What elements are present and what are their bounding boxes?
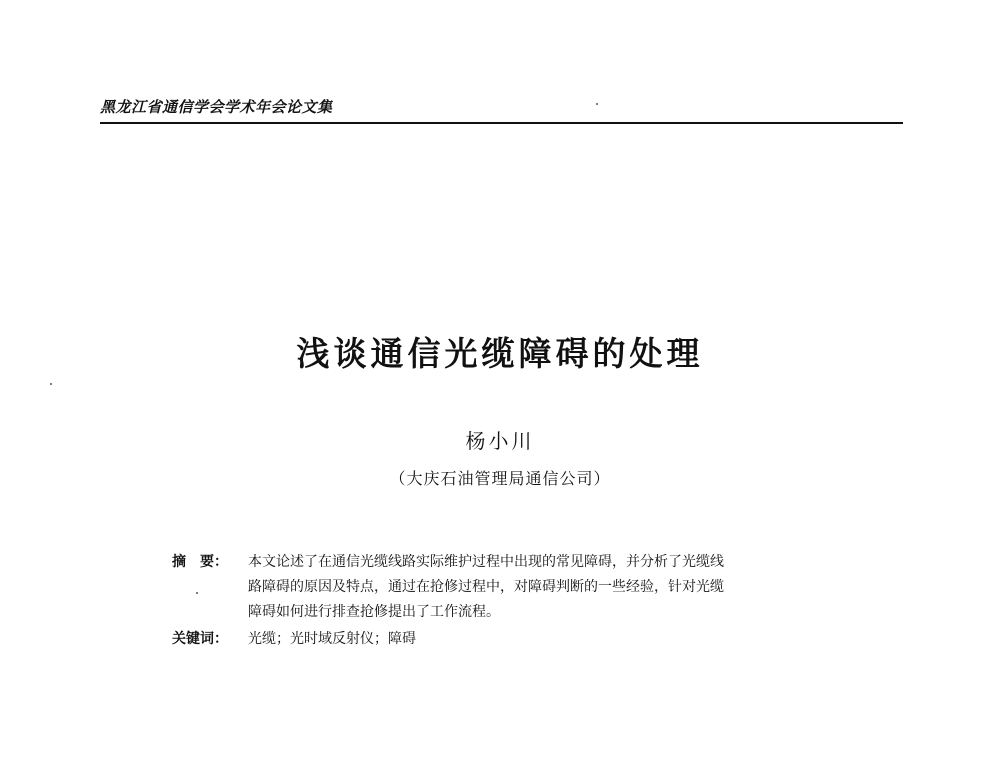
abstract-label: 摘 要： xyxy=(172,554,228,570)
abstract-text xyxy=(248,550,872,625)
paper-title: 浅谈通信光缆障碍的处理 xyxy=(296,334,704,373)
header-rule xyxy=(100,122,903,124)
scan-speck xyxy=(50,383,52,385)
scan-speck xyxy=(596,103,598,105)
keywords-row xyxy=(172,627,872,652)
abstract-line-2: 路障碍的原因及特点，通过在抢修过程中，对障碍判断的一些经验，针对光缆 xyxy=(248,579,724,595)
abstract-line-1: 本文论述了在通信光缆线路实际维护过程中出现的常见障碍，并分析了光缆线 xyxy=(248,554,724,570)
abstract-line-3: 障碍如何进行排查抢修提出了工作流程。 xyxy=(248,604,500,620)
paper-affiliation: （大庆石油管理局通信公司） xyxy=(389,469,611,488)
keywords-label: 关键词： xyxy=(172,631,228,647)
keywords-text: 光缆；光时域反射仪；障碍 xyxy=(248,631,416,647)
abstract-row xyxy=(172,550,872,625)
running-header: 黑龙江省通信学会学术年会论文集 xyxy=(100,98,333,116)
scan-speck xyxy=(196,592,198,594)
abstract-block xyxy=(172,550,872,652)
paper-author: 杨小川 xyxy=(465,429,535,453)
